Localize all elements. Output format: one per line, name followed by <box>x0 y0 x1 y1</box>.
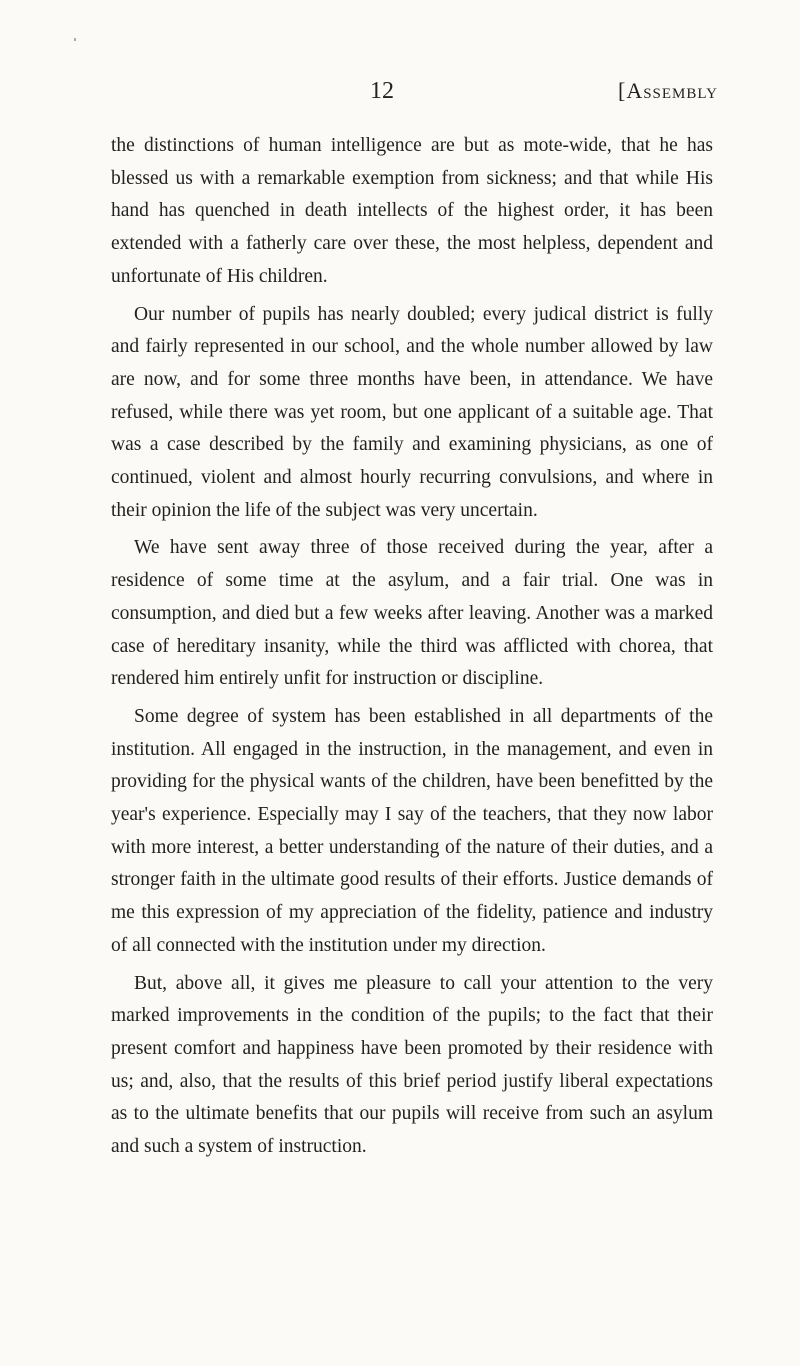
paragraph-2: Our number of pupils has nearly doubled; every judical district is fully and fairly represented in our school, and the whole number allowed by law are now, and for some three months have been, in attendance. We have refused, while there was yet room, but one applicant of a suitable age. That was a case described by the family and examining physicians, as one of continued, violent and almost hourly recurring convulsions, and where in their opinion the life of the subject was very uncertain. <box>111 303 713 521</box>
print-mark <box>74 38 76 41</box>
page-header <box>0 78 800 118</box>
paragraph-4: Some degree of system has been established in all departments of the institution. All engaged in the instruction, in the management, and even in providing for the physical wants of the children, have been benefitted by the year's experience. Especially may I say of the teachers, that they now labor with more interest, a better understanding of the nature of their duties, and a stronger faith in the ultimate good results of their efforts. Justice demands of me this expression of my appreciation of the fidelity, patience and industry of all connected with the institution under my direction. <box>111 705 713 956</box>
paragraph-5: But, above all, it gives me pleasure to call your attention to the very marked improvements in the condition of the pupils; to the fact that their present comfort and happiness have been promoted by their residence with us; and, also, that the results of this brief period justify liberal expectations as to the ultimate benefits that our pupils will receive from such an asylum and such a system of instruction. <box>111 972 713 1158</box>
page-number: 12 <box>370 78 394 104</box>
paragraph-3: We have sent away three of those received during the year, after a residence of some time at the asylum, and a fair trial. One was in consumption, and died but a few weeks after leaving. Another was a marked case of hereditary insanity, while the third was afflicted with chorea, that rendered him entirely unfit for instruction or discipline. <box>111 537 713 690</box>
running-head: [Assembly <box>618 78 718 103</box>
body-text <box>111 130 713 1164</box>
paragraph-1: the distinctions of human intelligence are but as mote-wide, that he has blessed us with a remarkable exemption from sickness; and that while His hand has quenched in death intellects of the highest order, it has been extended with a fatherly care over these, the most helpless, dependent and unfortunate of His children. <box>111 135 713 287</box>
